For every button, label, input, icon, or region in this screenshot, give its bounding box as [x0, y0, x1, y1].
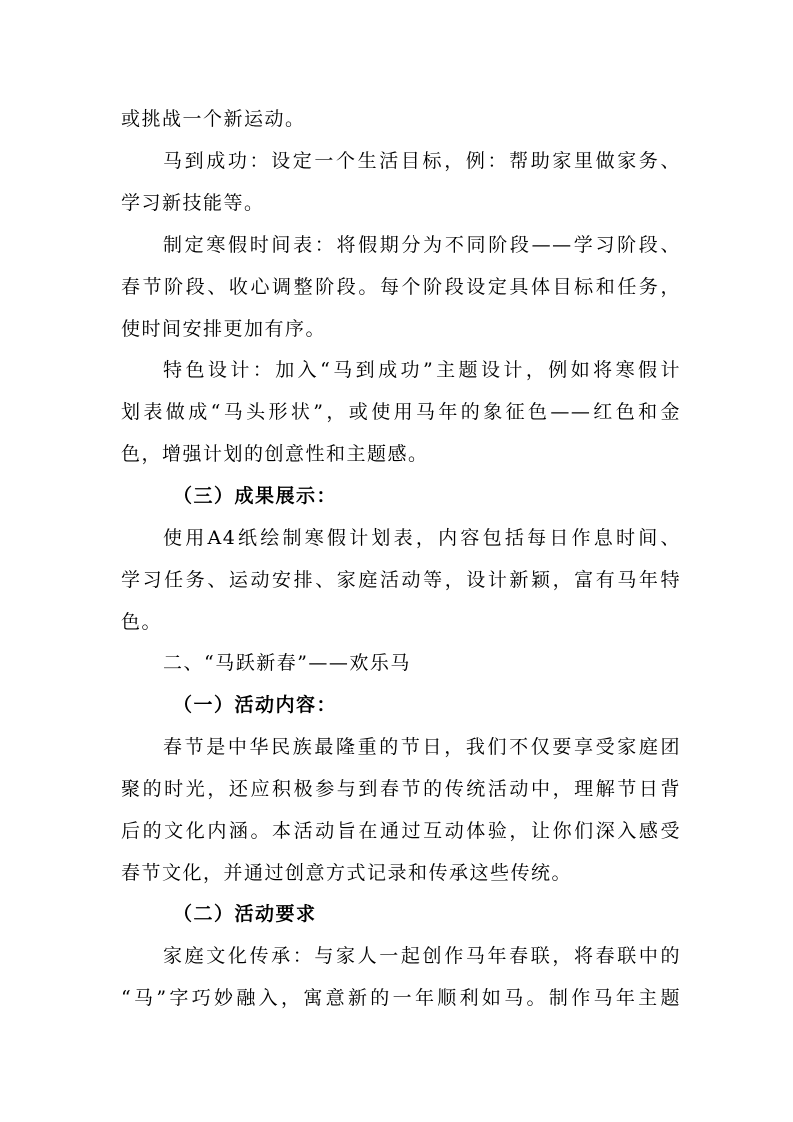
paragraph-line: 使用A4纸绘制寒假计划表，内容包括每日作息时间、	[163, 527, 681, 549]
section-heading: （二）活动要求	[173, 903, 317, 925]
paragraph-line: 或挑战一个新运动。	[121, 108, 306, 130]
paragraph-line: 色。	[121, 611, 163, 633]
paragraph-line: 春节是中华民族最隆重的节日，我们不仅要享受家庭团	[163, 736, 681, 758]
paragraph-line: 划表做成“马头形状”，或使用马年的象征色——红色和金	[121, 401, 681, 423]
paragraph-line: 学习新技能等。	[121, 192, 265, 214]
chapter-heading: 二、“马跃新春”——欢乐马	[163, 652, 411, 674]
paragraph-line: 制定寒假时间表：将假期分为不同阶段——学习阶段、	[163, 234, 681, 256]
paragraph-line: “马”字巧妙融入，寓意新的一年顺利如马。制作马年主题	[121, 987, 681, 1009]
paragraph-line: 春节阶段、收心调整阶段。每个阶段设定具体目标和任务，	[121, 276, 681, 298]
paragraph-line: 色，增强计划的创意性和主题感。	[121, 443, 429, 465]
paragraph-line: 春节文化，并通过创意方式记录和传承这些传统。	[121, 862, 573, 884]
paragraph-line: 马到成功：设定一个生活目标，例：帮助家里做家务、	[163, 150, 681, 172]
paragraph-line: 使时间安排更加有序。	[121, 318, 327, 340]
paragraph-line: 后的文化内涵。本活动旨在通过互动体验，让你们深入感受	[121, 820, 681, 842]
section-heading: （三）成果展示：	[173, 485, 338, 507]
paragraph-line: 学习任务、运动安排、家庭活动等，设计新颖，富有马年特	[121, 569, 681, 591]
section-heading: （一）活动内容：	[173, 694, 338, 716]
paragraph-line: 家庭文化传承：与家人一起创作马年春联，将春联中的	[163, 945, 681, 967]
paragraph-line: 聚的时光，还应积极参与到春节的传统活动中，理解节日背	[121, 778, 681, 800]
paragraph-line: 特色设计：加入“马到成功”主题设计，例如将寒假计	[163, 359, 681, 381]
